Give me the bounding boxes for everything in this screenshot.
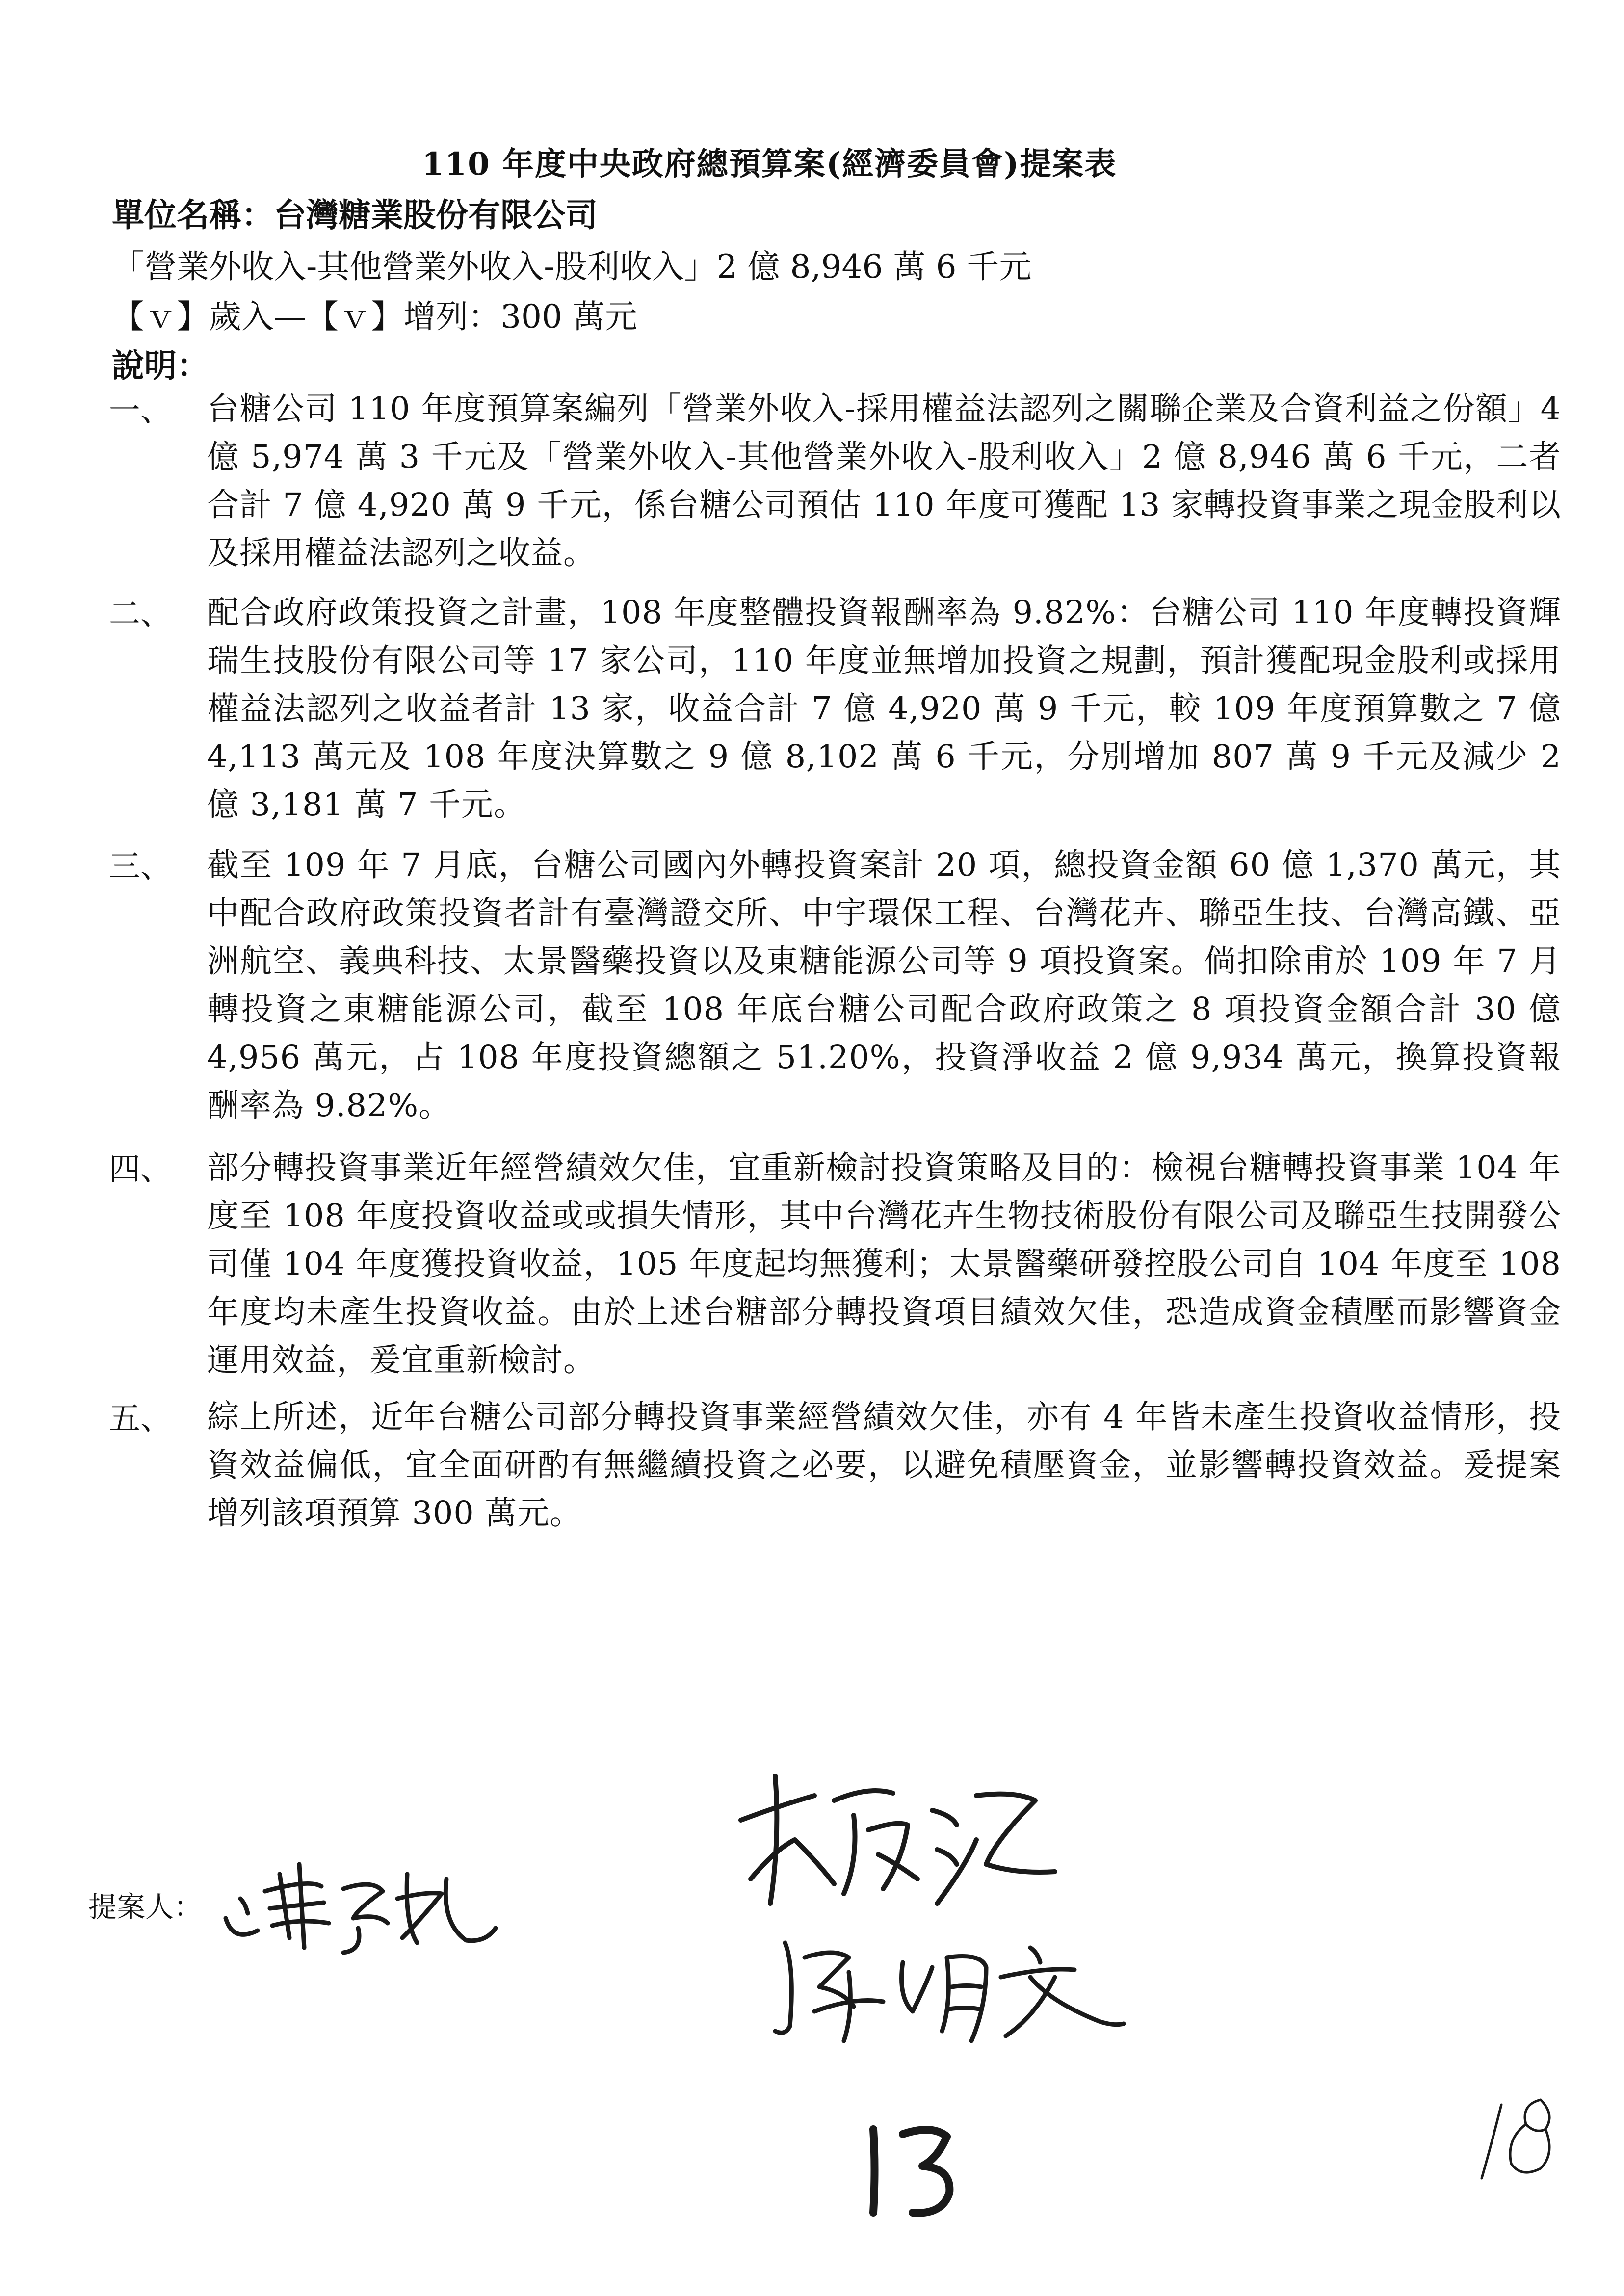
- handwritten-page-number: [854, 2114, 971, 2222]
- signature-chen-ming-wen: [756, 1923, 1128, 2051]
- item-number: 一、: [109, 392, 172, 429]
- item-number: 四、: [109, 1151, 172, 1188]
- budget-item-line: 「營業外收入-其他營業外收入-股利收入」2 億 8,946 萬 6 千元: [112, 248, 1032, 286]
- action-line: 【ｖ】歲入—【ｖ】增列：300 萬元: [112, 298, 637, 336]
- item-text: 部分轉投資事業近年經營績效欠佳，宜重新檢討投資策略及目的：檢視台糖轉投資事業 104 年度至 108 年度投資收益或或損失情形，其中台灣花卉生物技術股份有限公司及聯亞生技開發公司僅 104 年度獲投資收益，105 年度起均無獲利；太景醫藥研發控股公司自 104 年度至 108 年度均未產生投資收益。由於上述台糖部分轉投資項目績效欠佳，恐造成資金積壓而影響資金運用效益，爰宜重新檢討。: [207, 1149, 1561, 1379]
- item-number: 五、: [109, 1401, 172, 1437]
- item-text: 台糖公司 110 年度預算案編列「營業外收入-採用權益法認列之關聯企業及合資利益之份額」4 億 5,974 萬 3 千元及「營業外收入-其他營業外收入-股利收入」2 億 8,946 萬 6 千元，二者合計 7 億 4,920 萬 9 千元，係台糖公司預估 110 年度可獲配 13 家轉投資事業之現金股利以及採用權益法認列之收益。: [207, 391, 1561, 572]
- item-text: 配合政府政策投資之計畫，108 年度整體投資報酬率為 9.82%：台糖公司 110 年度轉投資輝瑞生技股份有限公司等 17 家公司，110 年度並無增加投資之規劃，預計獲配現金股利或採用權益法認列之收益者計 13 家，收益合計 7 億 4,920 萬 9 千元，較 109 年度預算數之 7 億 4,113 萬元及 108 年度決算數之 9 億 8,102 萬 6 千元，分別增加 807 萬 9 千元及減少 2 億 3,181 萬 7 千元。: [207, 594, 1561, 823]
- explanation-label: 說明：: [112, 346, 209, 385]
- item-text: 綜上所述，近年台糖公司部分轉投資事業經營績效欠佳，亦有 4 年皆未產生投資收益情形，投資效益偏低，宜全面研酌有無繼續投資之必要，以避免積壓資金，並影響轉投資效益。爰提案增列該項預算 300 萬元。: [207, 1399, 1561, 1532]
- document-title: 110 年度中央政府總預算案(經濟委員會)提案表: [422, 146, 1117, 183]
- unit-name-line: 單位名稱：台灣糖業股份有限公司: [112, 196, 598, 234]
- item-number: 三、: [109, 849, 172, 885]
- proposer-label: 提案人：: [88, 1890, 203, 1924]
- corner-page-number: [1472, 2085, 1590, 2193]
- item-text: 截至 109 年 7 月底，台糖公司國內外轉投資案計 20 項，總投資金額 60 億 1,370 萬元，其中配合政府政策投資者計有臺灣證交所、中宇環保工程、台灣花卉、聯亞生技、台灣高鐵、亞洲航空、義典科技、太景醫藥投資以及東糖能源公司等 9 項投資案。倘扣除甫於 109 年 7 月轉投資之東糖能源公司，截至 108 年底台糖公司配合政府政策之 8 項投資金額合計 30 億 4,956 萬元，占 108 年度投資總額之 51.20%，投資淨收益 2 億 9,934 萬元，換算投資報酬率為 9.82%。: [207, 847, 1561, 1124]
- signature-lin-dai-hua: [721, 1766, 1065, 1913]
- signature-chen-ting-fei: [211, 1845, 505, 1962]
- item-number: 二、: [109, 596, 172, 632]
